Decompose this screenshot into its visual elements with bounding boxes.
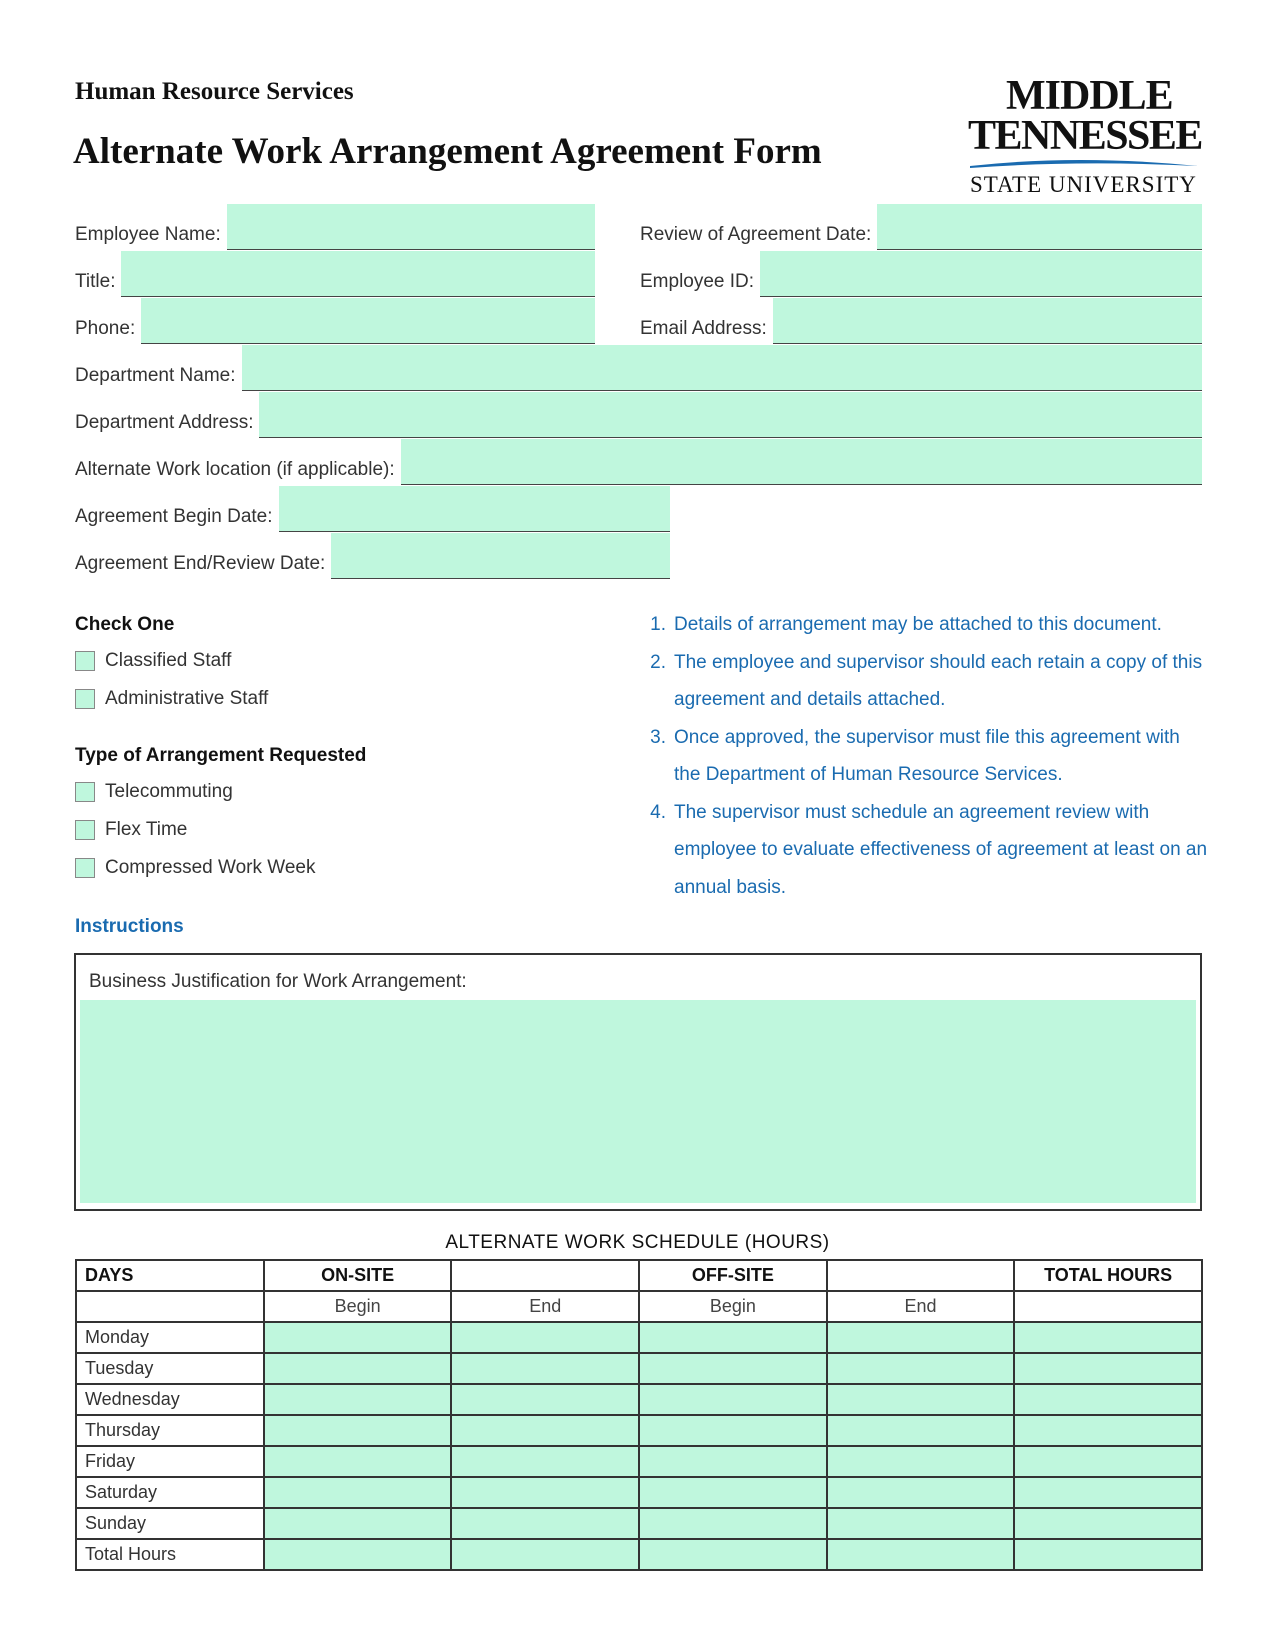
- employee-id-label: Employee ID:: [640, 271, 755, 292]
- justification-box: [74, 953, 1202, 1211]
- schedule-hours-input[interactable]: [264, 1508, 452, 1539]
- schedule-hours-input[interactable]: [451, 1415, 639, 1446]
- header-off-site: OFF-SITE: [639, 1260, 827, 1291]
- schedule-hours-input[interactable]: [639, 1322, 827, 1353]
- instruction-text: Once approved, the supervisor must file this agreement with the Department of Human Resource Services.: [674, 726, 1180, 785]
- schedule-day-label: Thursday: [76, 1415, 264, 1446]
- department-heading: Human Resource Services: [75, 78, 354, 105]
- schedule-header-row: [76, 1260, 1202, 1291]
- header-on-site: ON-SITE: [264, 1260, 452, 1291]
- schedule-hours-input[interactable]: [1014, 1446, 1202, 1477]
- alt-location-label: Alternate Work location (if applicable):: [75, 459, 395, 480]
- phone-input[interactable]: [141, 298, 595, 344]
- schedule-hours-input[interactable]: [1014, 1384, 1202, 1415]
- schedule-hours-input[interactable]: [827, 1322, 1015, 1353]
- form-title: Alternate Work Arrangement Agreement Form: [73, 131, 822, 172]
- arrangement-type-heading: Type of Arrangement Requested: [75, 745, 367, 766]
- schedule-hours-input[interactable]: [1014, 1322, 1202, 1353]
- schedule-hours-input[interactable]: [264, 1477, 452, 1508]
- schedule-subheader-row: [76, 1291, 1202, 1322]
- review-date-field: [640, 204, 1202, 250]
- employee-name-input[interactable]: [227, 204, 595, 250]
- title-input[interactable]: [121, 251, 595, 297]
- schedule-hours-input[interactable]: [639, 1446, 827, 1477]
- subheader-onsite-begin: Begin: [264, 1291, 452, 1322]
- justification-label: Business Justification for Work Arrangement:: [89, 971, 467, 992]
- instruction-number: 3.: [650, 726, 666, 748]
- instruction-text: The supervisor must schedule an agreement review with employee to evaluate effectiveness of agreement at least on an annual basis.: [674, 801, 1208, 898]
- schedule-row: [76, 1508, 1202, 1539]
- instruction-text: Details of arrangement may be attached to this document.: [674, 614, 1162, 635]
- schedule-title: ALTERNATE WORK SCHEDULE (HOURS): [445, 1232, 830, 1253]
- instruction-number: 1.: [650, 614, 666, 635]
- classified-staff-checkbox[interactable]: [75, 651, 95, 671]
- schedule-hours-input[interactable]: [827, 1539, 1015, 1570]
- flex-time-label: Flex Time: [105, 819, 188, 840]
- schedule-day-label: Friday: [76, 1446, 264, 1477]
- schedule-hours-input[interactable]: [827, 1384, 1015, 1415]
- schedule-hours-input[interactable]: [451, 1508, 639, 1539]
- employee-name-label: Employee Name:: [75, 224, 221, 245]
- schedule-hours-input[interactable]: [827, 1415, 1015, 1446]
- schedule-day-label: Tuesday: [76, 1353, 264, 1384]
- department-name-label: Department Name:: [75, 365, 236, 386]
- instructions-list: [640, 606, 1210, 906]
- university-logo: [968, 72, 1200, 202]
- schedule-hours-input[interactable]: [1014, 1415, 1202, 1446]
- schedule-row: [76, 1322, 1202, 1353]
- schedule-hours-input[interactable]: [264, 1384, 452, 1415]
- instruction-number: 2.: [650, 651, 666, 673]
- schedule-row: [76, 1384, 1202, 1415]
- compressed-week-checkbox[interactable]: [75, 858, 95, 878]
- schedule-hours-input[interactable]: [1014, 1477, 1202, 1508]
- classified-staff-option[interactable]: [75, 650, 231, 672]
- schedule-hours-input[interactable]: [639, 1477, 827, 1508]
- schedule-hours-input[interactable]: [827, 1477, 1015, 1508]
- schedule-hours-input[interactable]: [639, 1415, 827, 1446]
- schedule-hours-input[interactable]: [639, 1353, 827, 1384]
- alt-location-field: [75, 439, 1202, 485]
- schedule-hours-input[interactable]: [827, 1508, 1015, 1539]
- flex-time-option[interactable]: [75, 819, 187, 841]
- employee-id-input[interactable]: [760, 251, 1202, 297]
- schedule-hours-input[interactable]: [451, 1477, 639, 1508]
- subheader-offsite-end: End: [827, 1291, 1015, 1322]
- department-name-field: [75, 345, 1202, 391]
- telecommuting-option[interactable]: [75, 781, 233, 803]
- department-address-label: Department Address:: [75, 412, 254, 433]
- justification-input[interactable]: [80, 1000, 1196, 1203]
- schedule-row: [76, 1539, 1202, 1570]
- logo-wave-icon: [968, 156, 1200, 170]
- schedule-table: [75, 1259, 1203, 1571]
- schedule-hours-input[interactable]: [451, 1539, 639, 1570]
- schedule-day-label: Sunday: [76, 1508, 264, 1539]
- instruction-number: 4.: [650, 801, 666, 823]
- schedule-row: [76, 1446, 1202, 1477]
- header-blank: [827, 1260, 1015, 1291]
- logo-line-3: STATE UNIVERSITY: [970, 172, 1197, 197]
- schedule-hours-input[interactable]: [264, 1415, 452, 1446]
- begin-date-input[interactable]: [279, 486, 670, 532]
- classified-staff-label: Classified Staff: [105, 650, 232, 671]
- schedule-hours-input[interactable]: [451, 1353, 639, 1384]
- header-days: DAYS: [76, 1260, 264, 1291]
- department-name-input[interactable]: [242, 345, 1202, 391]
- schedule-day-label: Saturday: [76, 1477, 264, 1508]
- schedule-row: [76, 1415, 1202, 1446]
- flex-time-checkbox[interactable]: [75, 820, 95, 840]
- alt-location-input[interactable]: [401, 439, 1202, 485]
- schedule-row: [76, 1353, 1202, 1384]
- schedule-hours-input[interactable]: [264, 1539, 452, 1570]
- schedule-hours-input[interactable]: [639, 1384, 827, 1415]
- email-label: Email Address:: [640, 318, 767, 339]
- header-blank: [451, 1260, 639, 1291]
- email-input[interactable]: [773, 298, 1202, 344]
- administrative-staff-option[interactable]: [75, 688, 268, 710]
- schedule-hours-input[interactable]: [264, 1446, 452, 1477]
- title-label: Title:: [75, 271, 116, 292]
- instructions-heading: Instructions: [75, 916, 184, 937]
- review-date-label: Review of Agreement Date:: [640, 224, 872, 245]
- title-field: [75, 251, 595, 297]
- schedule-day-label: Wednesday: [76, 1384, 264, 1415]
- instruction-item: [640, 644, 1210, 719]
- phone-label: Phone:: [75, 318, 136, 339]
- phone-field: [75, 298, 595, 344]
- logo-line-2: TENNESSEE: [968, 113, 1202, 159]
- administrative-staff-checkbox[interactable]: [75, 689, 95, 709]
- schedule-hours-input[interactable]: [639, 1508, 827, 1539]
- department-address-input[interactable]: [259, 392, 1202, 438]
- telecommuting-label: Telecommuting: [105, 781, 233, 802]
- end-date-label: Agreement End/Review Date:: [75, 553, 326, 574]
- schedule-hours-input[interactable]: [1014, 1508, 1202, 1539]
- header-total-hours: TOTAL HOURS: [1014, 1260, 1202, 1291]
- subheader-onsite-end: End: [451, 1291, 639, 1322]
- schedule-hours-input[interactable]: [264, 1353, 452, 1384]
- schedule-hours-input[interactable]: [264, 1322, 452, 1353]
- schedule-hours-input[interactable]: [1014, 1353, 1202, 1384]
- check-one-heading: Check One: [75, 614, 175, 635]
- department-address-field: [75, 392, 1202, 438]
- instruction-text: The employee and supervisor should each retain a copy of this agreement and details attached.: [674, 651, 1203, 710]
- begin-date-field: [75, 486, 670, 532]
- schedule-day-label: Monday: [76, 1322, 264, 1353]
- schedule-hours-input[interactable]: [451, 1384, 639, 1415]
- review-date-input[interactable]: [877, 204, 1202, 250]
- compressed-week-label: Compressed Work Week: [105, 857, 316, 878]
- begin-date-label: Agreement Begin Date:: [75, 506, 273, 527]
- administrative-staff-label: Administrative Staff: [105, 688, 269, 709]
- schedule-row: [76, 1477, 1202, 1508]
- compressed-week-option[interactable]: [75, 857, 315, 879]
- instruction-item: [640, 794, 1210, 907]
- schedule-hours-input[interactable]: [451, 1446, 639, 1477]
- schedule-hours-input[interactable]: [451, 1322, 639, 1353]
- subheader-blank: [1014, 1291, 1202, 1322]
- end-date-field: [75, 533, 670, 579]
- employee-name-field: [75, 204, 595, 250]
- schedule-hours-input[interactable]: [827, 1353, 1015, 1384]
- telecommuting-checkbox[interactable]: [75, 782, 95, 802]
- instruction-item: [640, 719, 1210, 794]
- schedule-hours-input[interactable]: [639, 1539, 827, 1570]
- logo-line-1: MIDDLE: [1006, 73, 1173, 119]
- employee-id-field: [640, 251, 1202, 297]
- schedule-hours-input[interactable]: [827, 1446, 1015, 1477]
- email-field: [640, 298, 1202, 344]
- subheader-blank: [76, 1291, 264, 1322]
- schedule-hours-input[interactable]: [1014, 1539, 1202, 1570]
- subheader-offsite-begin: Begin: [639, 1291, 827, 1322]
- instruction-item: [640, 606, 1210, 644]
- schedule-day-label: Total Hours: [76, 1539, 264, 1570]
- end-date-input[interactable]: [331, 533, 670, 579]
